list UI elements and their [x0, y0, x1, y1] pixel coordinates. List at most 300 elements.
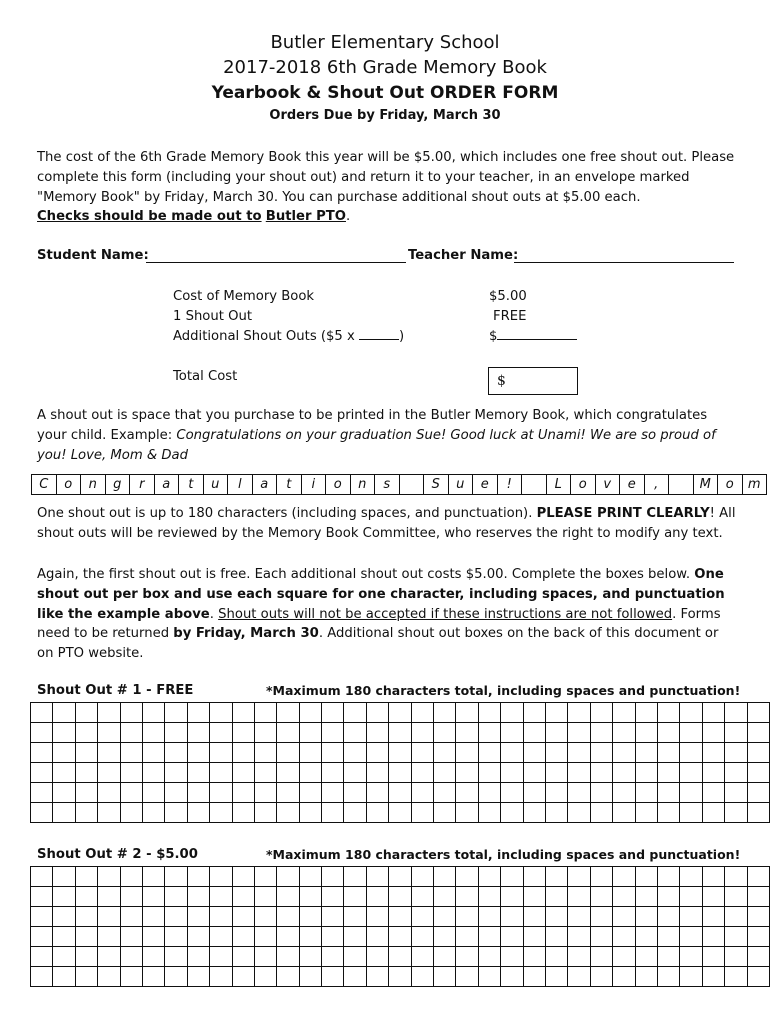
character-cell[interactable] — [187, 803, 209, 823]
character-cell[interactable] — [165, 867, 187, 887]
character-cell[interactable] — [702, 703, 724, 723]
character-cell[interactable] — [590, 743, 612, 763]
character-cell[interactable] — [590, 763, 612, 783]
character-cell[interactable] — [98, 947, 120, 967]
shout-out-2-grid[interactable] — [30, 866, 770, 987]
character-cell[interactable] — [478, 927, 500, 947]
character-cell[interactable] — [120, 763, 142, 783]
character-cell[interactable] — [478, 783, 500, 803]
character-cell[interactable] — [747, 763, 770, 783]
character-cell[interactable] — [31, 743, 53, 763]
character-cell[interactable] — [120, 967, 142, 987]
character-cell[interactable] — [657, 947, 679, 967]
character-cell[interactable] — [411, 967, 433, 987]
character-cell[interactable] — [187, 947, 209, 967]
character-cell[interactable] — [142, 723, 164, 743]
character-cell[interactable] — [187, 907, 209, 927]
character-cell[interactable] — [120, 803, 142, 823]
character-cell[interactable] — [299, 887, 321, 907]
character-cell[interactable] — [254, 703, 276, 723]
character-cell[interactable] — [523, 967, 545, 987]
character-cell[interactable] — [725, 723, 747, 743]
character-cell[interactable] — [366, 927, 388, 947]
character-cell[interactable] — [501, 867, 523, 887]
character-cell[interactable] — [165, 927, 187, 947]
character-cell[interactable] — [277, 743, 299, 763]
character-cell[interactable] — [657, 887, 679, 907]
character-cell[interactable] — [210, 743, 232, 763]
character-cell[interactable] — [523, 703, 545, 723]
character-cell[interactable] — [389, 723, 411, 743]
character-cell[interactable] — [232, 907, 254, 927]
character-cell[interactable] — [613, 743, 635, 763]
character-cell[interactable] — [165, 783, 187, 803]
character-cell[interactable] — [98, 743, 120, 763]
character-cell[interactable] — [366, 887, 388, 907]
character-cell[interactable] — [344, 743, 366, 763]
character-cell[interactable] — [31, 723, 53, 743]
character-cell[interactable] — [434, 927, 456, 947]
character-cell[interactable] — [322, 927, 344, 947]
character-cell[interactable] — [501, 723, 523, 743]
character-cell[interactable] — [344, 703, 366, 723]
character-cell[interactable] — [501, 887, 523, 907]
character-cell[interactable] — [366, 947, 388, 967]
character-cell[interactable] — [411, 907, 433, 927]
character-cell[interactable] — [98, 967, 120, 987]
character-cell[interactable] — [702, 783, 724, 803]
character-cell[interactable] — [187, 867, 209, 887]
character-cell[interactable] — [120, 723, 142, 743]
character-cell[interactable] — [31, 907, 53, 927]
character-cell[interactable] — [545, 783, 567, 803]
character-cell[interactable] — [142, 783, 164, 803]
character-cell[interactable] — [389, 927, 411, 947]
character-cell[interactable] — [568, 783, 590, 803]
character-cell[interactable] — [165, 947, 187, 967]
character-cell[interactable] — [187, 703, 209, 723]
character-cell[interactable] — [434, 703, 456, 723]
character-cell[interactable] — [210, 723, 232, 743]
character-cell[interactable] — [75, 967, 97, 987]
character-cell[interactable] — [75, 743, 97, 763]
character-cell[interactable] — [299, 783, 321, 803]
character-cell[interactable] — [277, 783, 299, 803]
character-cell[interactable] — [299, 763, 321, 783]
character-cell[interactable] — [210, 907, 232, 927]
character-cell[interactable] — [165, 907, 187, 927]
character-cell[interactable] — [635, 887, 657, 907]
character-cell[interactable] — [680, 947, 702, 967]
character-cell[interactable] — [366, 867, 388, 887]
character-cell[interactable] — [702, 723, 724, 743]
character-cell[interactable] — [31, 927, 53, 947]
character-cell[interactable] — [725, 743, 747, 763]
character-cell[interactable] — [53, 967, 75, 987]
character-cell[interactable] — [680, 743, 702, 763]
character-cell[interactable] — [254, 743, 276, 763]
character-cell[interactable] — [389, 803, 411, 823]
character-cell[interactable] — [478, 867, 500, 887]
character-cell[interactable] — [545, 703, 567, 723]
character-cell[interactable] — [568, 703, 590, 723]
character-cell[interactable] — [165, 703, 187, 723]
character-cell[interactable] — [299, 967, 321, 987]
character-cell[interactable] — [478, 763, 500, 783]
character-cell[interactable] — [98, 703, 120, 723]
character-cell[interactable] — [501, 927, 523, 947]
character-cell[interactable] — [98, 803, 120, 823]
character-cell[interactable] — [568, 867, 590, 887]
character-cell[interactable] — [120, 927, 142, 947]
character-cell[interactable] — [98, 723, 120, 743]
character-cell[interactable] — [53, 723, 75, 743]
character-cell[interactable] — [411, 927, 433, 947]
character-cell[interactable] — [635, 723, 657, 743]
character-cell[interactable] — [747, 947, 770, 967]
character-cell[interactable] — [389, 783, 411, 803]
character-cell[interactable] — [31, 887, 53, 907]
character-cell[interactable] — [702, 907, 724, 927]
character-cell[interactable] — [31, 803, 53, 823]
character-cell[interactable] — [411, 703, 433, 723]
character-cell[interactable] — [501, 783, 523, 803]
character-cell[interactable] — [322, 867, 344, 887]
character-cell[interactable] — [389, 867, 411, 887]
character-cell[interactable] — [322, 783, 344, 803]
character-cell[interactable] — [635, 927, 657, 947]
character-cell[interactable] — [434, 783, 456, 803]
character-cell[interactable] — [75, 927, 97, 947]
character-cell[interactable] — [680, 887, 702, 907]
character-cell[interactable] — [411, 763, 433, 783]
character-cell[interactable] — [725, 763, 747, 783]
character-cell[interactable] — [680, 803, 702, 823]
character-cell[interactable] — [165, 743, 187, 763]
character-cell[interactable] — [680, 723, 702, 743]
character-cell[interactable] — [434, 763, 456, 783]
character-cell[interactable] — [75, 703, 97, 723]
character-cell[interactable] — [299, 743, 321, 763]
character-cell[interactable] — [165, 887, 187, 907]
character-cell[interactable] — [657, 907, 679, 927]
character-cell[interactable] — [254, 803, 276, 823]
character-cell[interactable] — [389, 967, 411, 987]
character-cell[interactable] — [98, 907, 120, 927]
character-cell[interactable] — [568, 907, 590, 927]
character-cell[interactable] — [75, 867, 97, 887]
character-cell[interactable] — [434, 723, 456, 743]
character-cell[interactable] — [635, 867, 657, 887]
character-cell[interactable] — [545, 867, 567, 887]
character-cell[interactable] — [590, 927, 612, 947]
character-cell[interactable] — [545, 907, 567, 927]
character-cell[interactable] — [254, 723, 276, 743]
character-cell[interactable] — [254, 783, 276, 803]
character-cell[interactable] — [120, 947, 142, 967]
character-cell[interactable] — [747, 703, 770, 723]
character-cell[interactable] — [680, 783, 702, 803]
character-cell[interactable] — [702, 887, 724, 907]
character-cell[interactable] — [657, 927, 679, 947]
character-cell[interactable] — [142, 927, 164, 947]
character-cell[interactable] — [277, 867, 299, 887]
character-cell[interactable] — [389, 887, 411, 907]
character-cell[interactable] — [456, 803, 478, 823]
character-cell[interactable] — [322, 743, 344, 763]
character-cell[interactable] — [98, 887, 120, 907]
character-cell[interactable] — [344, 803, 366, 823]
character-cell[interactable] — [657, 723, 679, 743]
character-cell[interactable] — [657, 867, 679, 887]
character-cell[interactable] — [501, 907, 523, 927]
character-cell[interactable] — [142, 907, 164, 927]
character-cell[interactable] — [232, 927, 254, 947]
character-cell[interactable] — [456, 743, 478, 763]
character-cell[interactable] — [568, 947, 590, 967]
character-cell[interactable] — [120, 703, 142, 723]
character-cell[interactable] — [322, 723, 344, 743]
character-cell[interactable] — [680, 763, 702, 783]
character-cell[interactable] — [120, 887, 142, 907]
character-cell[interactable] — [456, 783, 478, 803]
character-cell[interactable] — [75, 907, 97, 927]
additional-count-field[interactable] — [359, 339, 399, 340]
character-cell[interactable] — [568, 803, 590, 823]
character-cell[interactable] — [590, 947, 612, 967]
character-cell[interactable] — [545, 887, 567, 907]
character-cell[interactable] — [31, 947, 53, 967]
character-cell[interactable] — [434, 743, 456, 763]
character-cell[interactable] — [523, 803, 545, 823]
character-cell[interactable] — [411, 783, 433, 803]
character-cell[interactable] — [702, 867, 724, 887]
character-cell[interactable] — [75, 763, 97, 783]
character-cell[interactable] — [322, 887, 344, 907]
character-cell[interactable] — [53, 803, 75, 823]
character-cell[interactable] — [613, 947, 635, 967]
character-cell[interactable] — [635, 743, 657, 763]
character-cell[interactable] — [210, 703, 232, 723]
character-cell[interactable] — [501, 803, 523, 823]
character-cell[interactable] — [478, 907, 500, 927]
character-cell[interactable] — [75, 803, 97, 823]
character-cell[interactable] — [165, 723, 187, 743]
character-cell[interactable] — [232, 947, 254, 967]
character-cell[interactable] — [456, 967, 478, 987]
character-cell[interactable] — [31, 867, 53, 887]
character-cell[interactable] — [456, 927, 478, 947]
character-cell[interactable] — [75, 723, 97, 743]
character-cell[interactable] — [590, 783, 612, 803]
character-cell[interactable] — [434, 867, 456, 887]
character-cell[interactable] — [657, 967, 679, 987]
character-cell[interactable] — [344, 967, 366, 987]
character-cell[interactable] — [232, 783, 254, 803]
character-cell[interactable] — [187, 967, 209, 987]
character-cell[interactable] — [702, 947, 724, 967]
character-cell[interactable] — [657, 783, 679, 803]
character-cell[interactable] — [702, 967, 724, 987]
character-cell[interactable] — [523, 927, 545, 947]
character-cell[interactable] — [210, 783, 232, 803]
character-cell[interactable] — [613, 763, 635, 783]
character-cell[interactable] — [478, 887, 500, 907]
character-cell[interactable] — [523, 783, 545, 803]
character-cell[interactable] — [613, 967, 635, 987]
character-cell[interactable] — [613, 723, 635, 743]
character-cell[interactable] — [456, 703, 478, 723]
character-cell[interactable] — [232, 887, 254, 907]
character-cell[interactable] — [411, 947, 433, 967]
character-cell[interactable] — [478, 703, 500, 723]
character-cell[interactable] — [142, 967, 164, 987]
character-cell[interactable] — [590, 703, 612, 723]
character-cell[interactable] — [53, 867, 75, 887]
character-cell[interactable] — [366, 967, 388, 987]
character-cell[interactable] — [613, 783, 635, 803]
character-cell[interactable] — [98, 867, 120, 887]
character-cell[interactable] — [120, 867, 142, 887]
character-cell[interactable] — [344, 867, 366, 887]
character-cell[interactable] — [545, 763, 567, 783]
character-cell[interactable] — [142, 887, 164, 907]
character-cell[interactable] — [389, 907, 411, 927]
character-cell[interactable] — [187, 783, 209, 803]
character-cell[interactable] — [277, 907, 299, 927]
character-cell[interactable] — [366, 703, 388, 723]
character-cell[interactable] — [545, 803, 567, 823]
character-cell[interactable] — [456, 763, 478, 783]
character-cell[interactable] — [590, 887, 612, 907]
character-cell[interactable] — [210, 803, 232, 823]
character-cell[interactable] — [142, 803, 164, 823]
character-cell[interactable] — [456, 907, 478, 927]
character-cell[interactable] — [456, 867, 478, 887]
character-cell[interactable] — [411, 743, 433, 763]
character-cell[interactable] — [747, 743, 770, 763]
character-cell[interactable] — [165, 763, 187, 783]
character-cell[interactable] — [187, 763, 209, 783]
character-cell[interactable] — [210, 947, 232, 967]
character-cell[interactable] — [411, 887, 433, 907]
character-cell[interactable] — [389, 703, 411, 723]
student-name-field[interactable] — [146, 262, 406, 263]
character-cell[interactable] — [680, 703, 702, 723]
character-cell[interactable] — [322, 803, 344, 823]
character-cell[interactable] — [411, 803, 433, 823]
character-cell[interactable] — [725, 703, 747, 723]
character-cell[interactable] — [501, 743, 523, 763]
character-cell[interactable] — [299, 723, 321, 743]
character-cell[interactable] — [31, 763, 53, 783]
character-cell[interactable] — [142, 867, 164, 887]
character-cell[interactable] — [344, 763, 366, 783]
character-cell[interactable] — [568, 723, 590, 743]
character-cell[interactable] — [478, 803, 500, 823]
character-cell[interactable] — [725, 967, 747, 987]
character-cell[interactable] — [232, 703, 254, 723]
teacher-name-field[interactable] — [514, 262, 734, 263]
character-cell[interactable] — [456, 947, 478, 967]
character-cell[interactable] — [299, 927, 321, 947]
character-cell[interactable] — [142, 763, 164, 783]
character-cell[interactable] — [478, 947, 500, 967]
character-cell[interactable] — [299, 803, 321, 823]
character-cell[interactable] — [657, 803, 679, 823]
character-cell[interactable] — [635, 967, 657, 987]
character-cell[interactable] — [702, 927, 724, 947]
character-cell[interactable] — [322, 907, 344, 927]
character-cell[interactable] — [635, 907, 657, 927]
character-cell[interactable] — [411, 867, 433, 887]
character-cell[interactable] — [590, 967, 612, 987]
character-cell[interactable] — [254, 967, 276, 987]
additional-amount-field[interactable] — [497, 339, 577, 340]
character-cell[interactable] — [434, 967, 456, 987]
character-cell[interactable] — [344, 947, 366, 967]
character-cell[interactable] — [613, 907, 635, 927]
character-cell[interactable] — [635, 763, 657, 783]
character-cell[interactable] — [747, 723, 770, 743]
character-cell[interactable] — [568, 887, 590, 907]
character-cell[interactable] — [523, 907, 545, 927]
character-cell[interactable] — [635, 783, 657, 803]
character-cell[interactable] — [366, 783, 388, 803]
character-cell[interactable] — [747, 867, 770, 887]
total-cost-box[interactable] — [488, 367, 578, 395]
character-cell[interactable] — [299, 703, 321, 723]
character-cell[interactable] — [120, 907, 142, 927]
character-cell[interactable] — [232, 763, 254, 783]
character-cell[interactable] — [53, 763, 75, 783]
character-cell[interactable] — [702, 743, 724, 763]
character-cell[interactable] — [523, 867, 545, 887]
character-cell[interactable] — [210, 887, 232, 907]
character-cell[interactable] — [545, 723, 567, 743]
character-cell[interactable] — [657, 763, 679, 783]
character-cell[interactable] — [590, 867, 612, 887]
character-cell[interactable] — [725, 803, 747, 823]
character-cell[interactable] — [523, 723, 545, 743]
character-cell[interactable] — [120, 783, 142, 803]
character-cell[interactable] — [277, 803, 299, 823]
character-cell[interactable] — [165, 803, 187, 823]
character-cell[interactable] — [187, 887, 209, 907]
character-cell[interactable] — [344, 887, 366, 907]
character-cell[interactable] — [232, 803, 254, 823]
character-cell[interactable] — [501, 967, 523, 987]
character-cell[interactable] — [254, 887, 276, 907]
character-cell[interactable] — [277, 947, 299, 967]
character-cell[interactable] — [501, 763, 523, 783]
character-cell[interactable] — [590, 723, 612, 743]
character-cell[interactable] — [725, 947, 747, 967]
character-cell[interactable] — [434, 947, 456, 967]
character-cell[interactable] — [545, 967, 567, 987]
character-cell[interactable] — [75, 887, 97, 907]
character-cell[interactable] — [98, 927, 120, 947]
character-cell[interactable] — [277, 967, 299, 987]
character-cell[interactable] — [523, 947, 545, 967]
character-cell[interactable] — [254, 927, 276, 947]
character-cell[interactable] — [53, 907, 75, 927]
character-cell[interactable] — [456, 887, 478, 907]
character-cell[interactable] — [277, 887, 299, 907]
character-cell[interactable] — [75, 783, 97, 803]
character-cell[interactable] — [344, 723, 366, 743]
character-cell[interactable] — [613, 703, 635, 723]
